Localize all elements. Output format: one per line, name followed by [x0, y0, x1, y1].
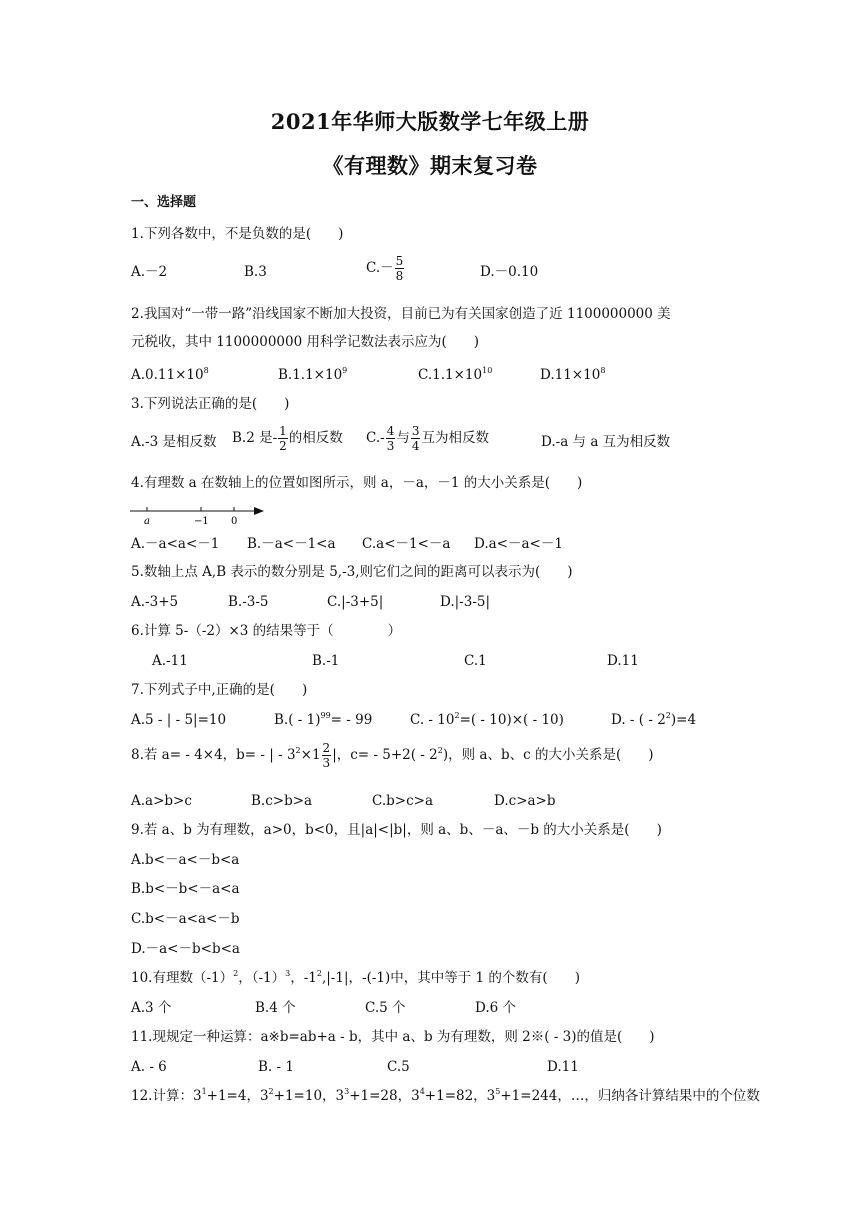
q6-option-d: D.11 — [607, 653, 639, 669]
q3-option-c: C.- $\frac{4}{3}$ 与 $\frac{3}{4}$ 互为相反数 — [366, 424, 489, 453]
q10-option-b: B.4 个 — [255, 1000, 296, 1016]
q9-option-c: C.b<－a<a<－b — [131, 911, 240, 927]
axis-label-0: 0 — [231, 516, 238, 527]
question-7-stem: 7.下列式子中,正确的是( ) — [131, 682, 308, 698]
q9-option-d: D.－a<－b<b<a — [131, 941, 240, 957]
q2-option-a: $A.0.11\times 10^8$ — [131, 366, 209, 383]
question-11-stem: 11.现规定一种运算：a※b=ab+a - b，其中 a、b 为有理数，则 2※( - 3)的值是( ) — [131, 1029, 655, 1045]
q5-option-c: C.|-3+5| — [327, 594, 384, 610]
fraction: $\frac{3}{4}$ — [411, 424, 420, 453]
fraction: $\frac{5}{8}$ — [395, 254, 404, 283]
question-6-stem: 6.计算 5-（-2）×3 的结果等于（ ） — [131, 623, 402, 639]
q2-option-c: $C.1.1\times 10^{10}$ — [418, 366, 493, 383]
q11-option-b: B. - 1 — [258, 1059, 294, 1075]
question-4-stem: 4.有理数 a 在数轴上的位置如图所示，则 a，－a，－1 的大小关系是( ) — [131, 475, 583, 491]
q6-option-b: B.-1 — [312, 653, 340, 669]
q3-option-d: D.-a 与 a 互为相反数 — [541, 434, 671, 450]
question-1-stem: 1.下列各数中，不是负数的是( ) — [131, 226, 344, 242]
q11-option-c: C.5 — [387, 1059, 410, 1075]
question-12-stem: 12.计算：$3^1+1=4$，$3^2+1=10$，$3^3+1=28$，$3^4+1=82$，$3^5+1=244$，…，归纳各计算结果中的个位数 — [131, 1087, 760, 1104]
q9-option-b: B.b<－b<－a<a — [131, 881, 240, 897]
q8-option-c: C.b>c>a — [372, 793, 434, 809]
q1-option-a: A.－2 — [131, 264, 168, 280]
q10-option-c: C.5 个 — [365, 1000, 406, 1016]
question-3-stem: 3.下列说法正确的是( ) — [131, 396, 290, 412]
q11-option-d: D.11 — [547, 1059, 579, 1075]
q1-option-c: C.－ $\frac{5}{8}$ — [366, 254, 404, 283]
q4-option-c: C.a<－1<－a — [362, 536, 451, 552]
q6-option-c: C.1 — [464, 653, 487, 669]
question-5-stem: 5.数轴上点 A,B 表示的数分别是 5,-3,则它们之间的距离可以表示为( ) — [131, 564, 573, 580]
q5-option-a: A.-3+5 — [131, 594, 179, 610]
q8-option-d: D.c>a>b — [494, 793, 556, 809]
arrow-head-icon — [254, 507, 264, 515]
question-2-stem-line1: 2.我国对“一带一路”沿线国家不断加大投资，目前已为有关国家创造了近 1100000000 美 — [131, 306, 671, 322]
section-heading: 一、选择题 — [131, 195, 197, 210]
q5-option-d: D.|-3-5| — [440, 594, 491, 610]
q7-option-b: B.( - 1)$^{99}$= - 99 — [274, 711, 373, 728]
q8-option-b: B.c>b>a — [251, 793, 313, 809]
fraction: $\frac{1}{2}$ — [279, 424, 287, 453]
q7-option-a: A.5 - | - 5|=10 — [131, 712, 227, 728]
q10-option-d: D.6 个 — [475, 1000, 517, 1016]
question-8-stem: 8.若 a= - 4×4，b= - | - $3^2\times 1$ $\frac{2}{3}$ |，$c= - 5+2( - 2^2)$，则 a、b、c 的大小关系是( ) — [131, 741, 654, 770]
fraction: $\frac{4}{3}$ — [386, 424, 395, 453]
q7-option-c: C. - $10^2=( - 10)\times( - 10)$ — [410, 711, 564, 728]
q2-option-d: $D.11\times 10^8$ — [540, 366, 606, 383]
q4-option-b: B.－a<－1<a — [247, 536, 336, 552]
question-2-stem-line2: 元税收，其中 1100000000 用科学记数法表示应为( ) — [131, 334, 480, 350]
q4-option-d: D.a<－a<－1 — [474, 536, 563, 552]
number-line-figure — [128, 502, 268, 528]
q10-option-a: A.3 个 — [131, 1000, 172, 1016]
q9-option-a: A.b<－a<－b<a — [131, 852, 240, 868]
question-9-stem: 9.若 a、b 为有理数，a>0，b<0，且|a|<|b|，则 a、b、－a、－b 的大小关系是( ) — [131, 822, 662, 838]
q1-option-b: B.3 — [244, 264, 267, 280]
q3-option-a: A.-3 是相反数 — [131, 434, 217, 450]
doc-title-line2: 《有理数》期末复习卷 — [322, 153, 538, 178]
q3-option-b: B.2 是- $\frac{1}{2}$ 的相反数 — [232, 424, 343, 453]
q6-option-a: A.-11 — [152, 653, 188, 669]
q5-option-b: B.-3-5 — [228, 594, 269, 610]
q8-option-a: A.a>b>c — [131, 793, 192, 809]
doc-title-line1: 2021年华师大版数学七年级上册 — [270, 109, 590, 134]
mixed-fraction: $\frac{2}{3}$ — [322, 741, 331, 770]
q4-option-a: A.－a<a<－1 — [131, 536, 220, 552]
axis-label-a: a — [144, 516, 150, 527]
q1-option-d: D.－0.10 — [480, 264, 539, 280]
axis-label-minus-1: −1 — [194, 516, 209, 527]
q11-option-a: A. - 6 — [131, 1059, 167, 1075]
q7-option-d: D. - ( - $2^2)=4$ — [611, 711, 697, 728]
q2-option-b: $B.1.1\times 10^9$ — [278, 366, 348, 383]
question-10-stem: 10.有理数$(-1)^2$，$(-1)^3$，$-1^2,|-1|$，-(-1)中，其中等于 1 的个数有( ) — [131, 969, 580, 986]
